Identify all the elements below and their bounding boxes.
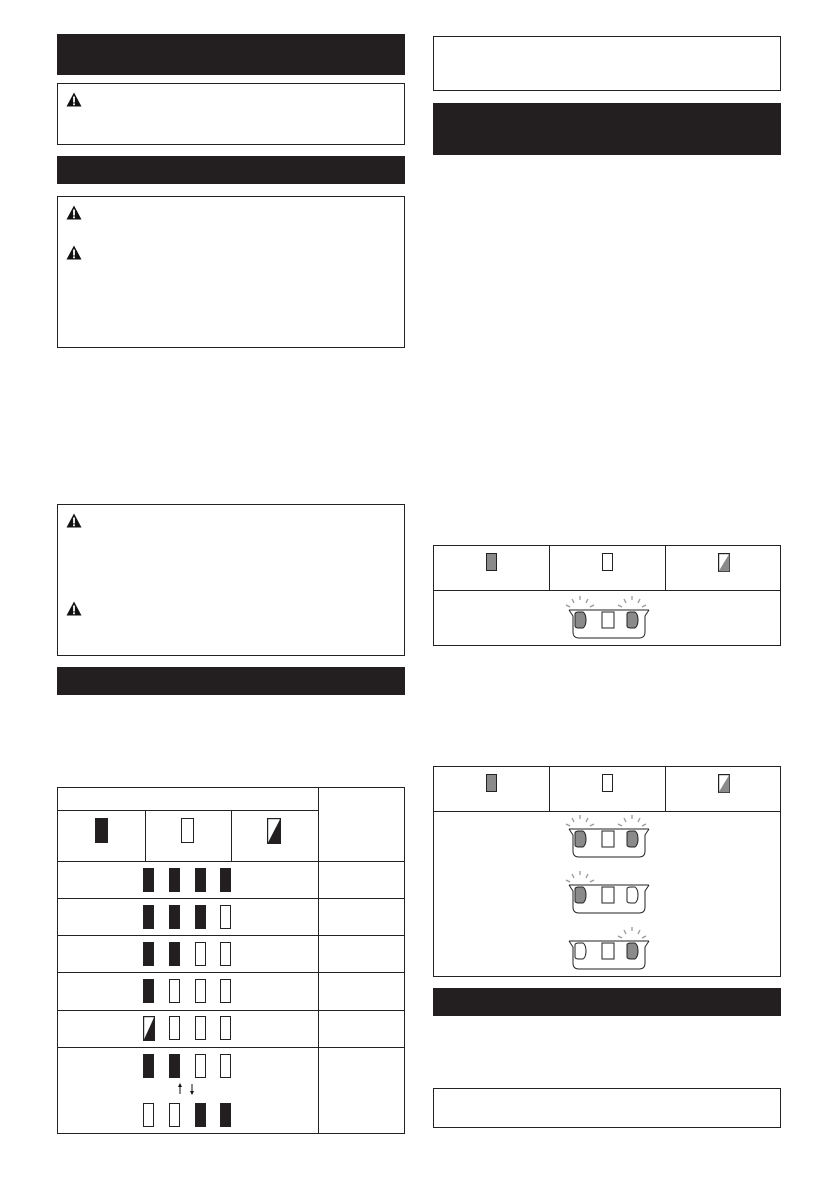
legend-lit-icon bbox=[486, 553, 497, 571]
indicator-pattern-1 bbox=[565, 596, 653, 642]
indicator-pattern-both bbox=[565, 815, 653, 861]
legend-lit-icon bbox=[486, 774, 497, 792]
legend-off-icon bbox=[181, 818, 194, 843]
warning-triangle-icon bbox=[66, 513, 82, 528]
section-header-bar-1 bbox=[57, 34, 405, 75]
warning-box-3 bbox=[57, 504, 405, 656]
legend-lit-icon bbox=[95, 818, 108, 843]
section-header-bar-3 bbox=[57, 667, 405, 695]
warning-box-2 bbox=[57, 196, 405, 348]
legend-blinking-icon bbox=[267, 818, 281, 844]
battery-capacity-table bbox=[57, 787, 405, 1134]
warning-box-1 bbox=[57, 83, 405, 145]
indicator-pattern-right bbox=[565, 927, 653, 973]
warning-triangle-icon bbox=[66, 601, 82, 616]
note-box-1 bbox=[433, 36, 781, 91]
indicator-table-2 bbox=[433, 766, 781, 977]
legend-off-icon bbox=[602, 774, 613, 792]
warning-triangle-icon bbox=[66, 92, 82, 107]
warning-triangle-icon bbox=[66, 245, 82, 260]
section-header-bar-4 bbox=[433, 103, 781, 155]
section-header-bar-2 bbox=[57, 156, 405, 184]
legend-off-icon bbox=[602, 553, 613, 571]
up-down-arrows-icon bbox=[176, 1083, 198, 1095]
legend-blinking-icon bbox=[718, 774, 730, 793]
indicator-table-1 bbox=[433, 545, 781, 646]
warning-triangle-icon bbox=[66, 205, 82, 220]
section-header-bar-5 bbox=[433, 988, 781, 1016]
note-box-2 bbox=[433, 1088, 781, 1128]
indicator-pattern-left bbox=[565, 871, 653, 917]
legend-blinking-icon bbox=[718, 553, 730, 572]
